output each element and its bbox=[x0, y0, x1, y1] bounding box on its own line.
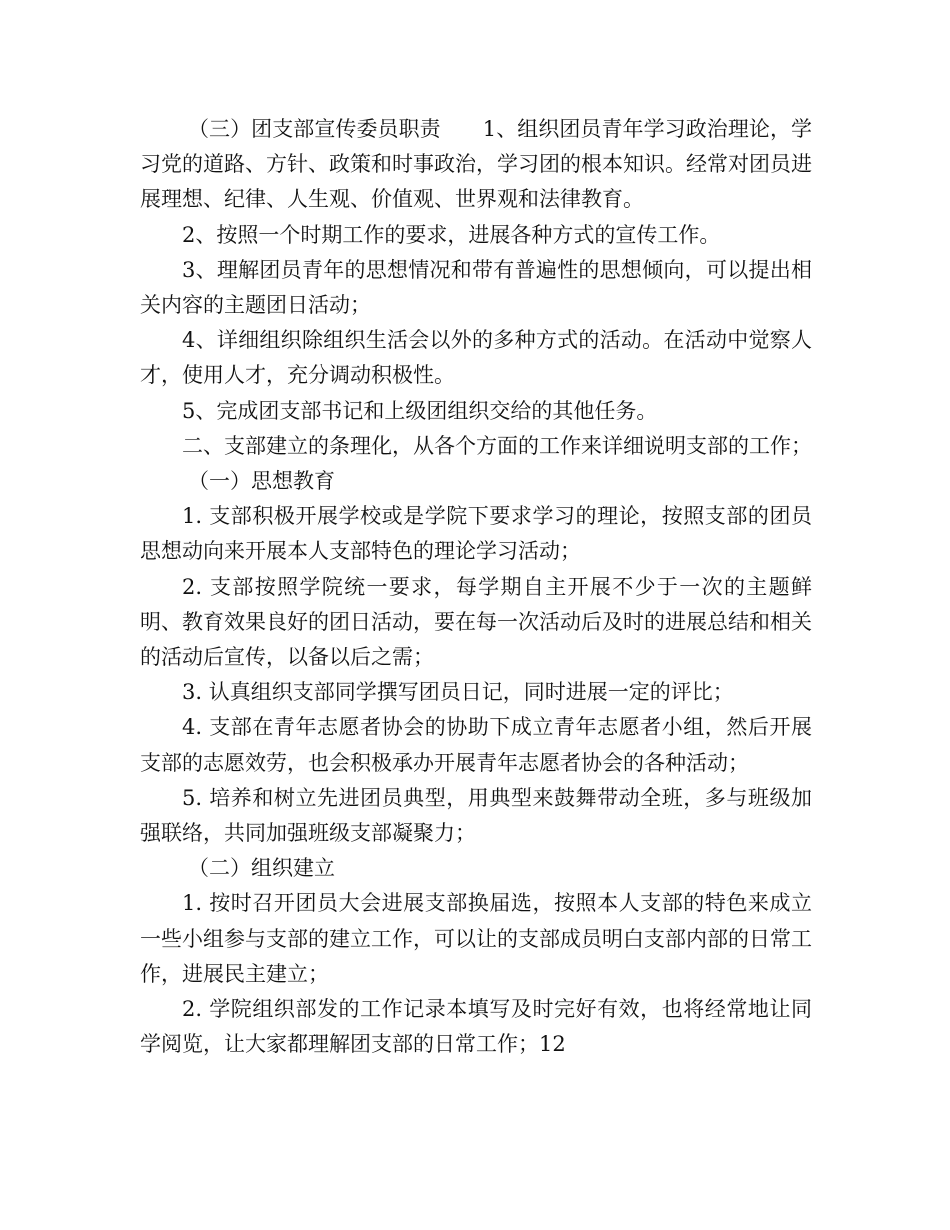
paragraph-education-item-3: 3. 认真组织支部同学撰写团员日记，同时进展一定的评比； bbox=[182, 680, 734, 705]
paragraph-organization-item-2: 2. 学院组织部发的工作记录本填写及时完好有效，也将经常地让同学阅览，让大家都理解团支部的日常工作；12 bbox=[140, 997, 812, 1057]
paragraph-duty-3: 3、理解团员青年的思想情况和带有普遍性的思想倾向，可以提出相关内容的主题团日活动； bbox=[140, 257, 812, 318]
paragraph-ideological-education-heading: （一）思想教育 bbox=[188, 469, 335, 494]
paragraph-part-2-heading: 二、支部建立的条理化，从各个方面的工作来详细说明支部的工作； bbox=[182, 433, 812, 458]
paragraph-education-item-1: 1. 支部积极开展学校或是学院下要求学习的理论，按照支部的团员思想动向来开展本人支部特色的理论学习活动； bbox=[140, 504, 812, 564]
paragraph-education-item-4: 4. 支部在青年志愿者协会的协助下成立青年志愿者小组，然后开展支部的志愿效劳，也会积极承办开展青年志愿者协会的各种活动； bbox=[140, 715, 812, 775]
paragraph-education-item-2: 2. 支部按照学院统一要求，每学期自主开展不少于一次的主题鲜明、教育效果良好的团日活动，要在每一次活动后及时的进展总结和相关的活动后宣传，以备以后之需； bbox=[140, 574, 812, 670]
document-body bbox=[140, 112, 812, 1062]
paragraph-organization-heading: （二）组织建立 bbox=[188, 856, 335, 881]
paragraph-duty-5: 5、完成团支部书记和上级团组织交给的其他任务。 bbox=[182, 398, 658, 423]
paragraph-duty-4: 4、详细组织除组织生活会以外的多种方式的活动。在活动中觉察人才，使用人才，充分调动积极性。 bbox=[140, 328, 812, 388]
paragraph-section-3-propaganda-duties: （三）团支部宣传委员职责 1、组织团员青年学习政治理论，学习党的道路、方针、政策和时事政治，学习团的根本知识。经常对团员进展理想、纪律、人生观、价值观、世界观和法律教育。 bbox=[140, 117, 812, 212]
paragraph-education-item-5: 5. 培养和树立先进团员典型，用典型来鼓舞带动全班，多与班级加强联络，共同加强班级支部凝聚力； bbox=[140, 785, 812, 846]
paragraph-organization-item-1: 1. 按时召开团员大会进展支部换届选，按照本人支部的特色来成立一些小组参与支部的建立工作，可以让的支部成员明白支部内部的日常工作，进展民主建立； bbox=[140, 891, 812, 986]
paragraph-duty-2: 2、按照一个时期工作的要求，进展各种方式的宣传工作。 bbox=[182, 222, 721, 247]
